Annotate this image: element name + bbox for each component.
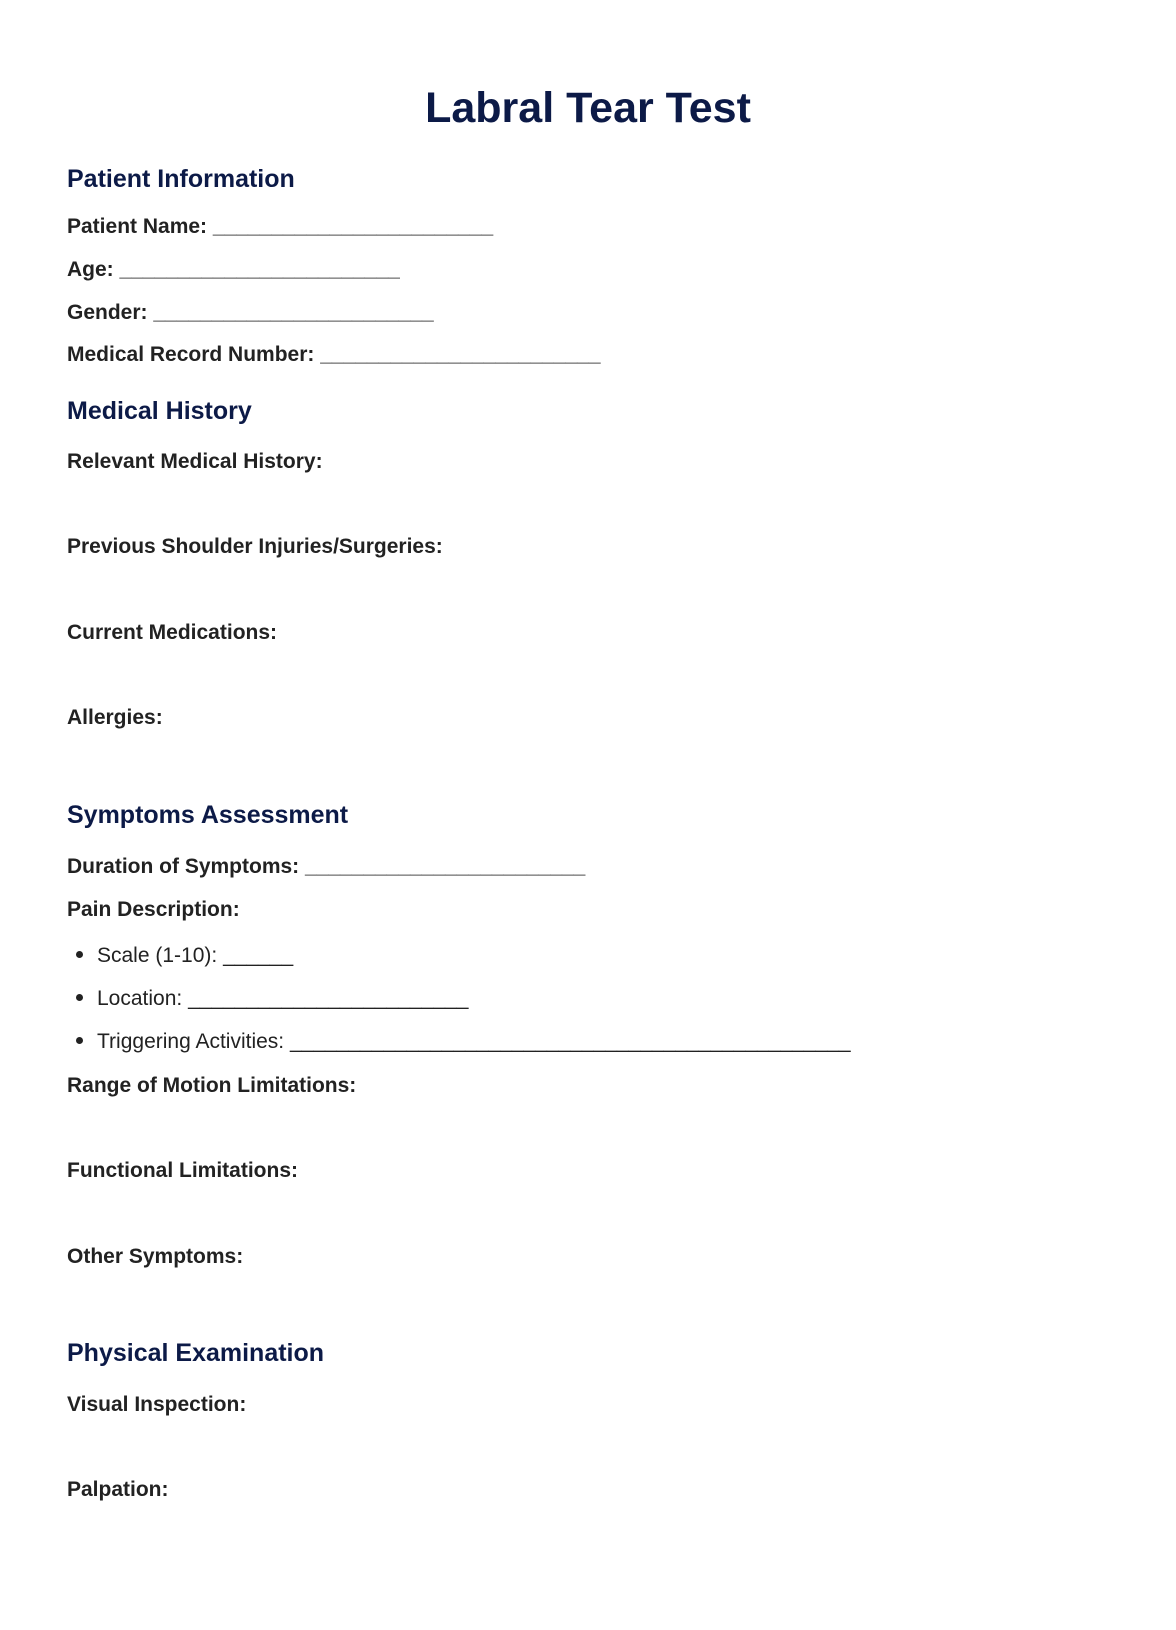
range-of-motion-label: Range of Motion Limitations: [67,1074,357,1097]
age-field [67,256,400,284]
visual-inspection-label: Visual Inspection: [67,1393,247,1416]
relevant-medical-history-label: Relevant Medical History: [67,450,323,473]
patient-name-blank[interactable]: ________________________ [212,215,494,238]
section-heading-patient-information: Patient Information [67,165,295,193]
duration-of-symptoms-blank[interactable]: ________________________ [305,855,586,878]
patient-name-field [67,213,493,241]
previous-shoulder-injuries-label: Previous Shoulder Injuries/Surgeries: [67,535,443,558]
pain-item-location [76,985,468,1013]
pain-item-triggering-activities [76,1028,851,1056]
other-symptoms-label: Other Symptoms: [67,1245,244,1268]
duration-of-symptoms-label: Duration of Symptoms: [67,855,300,878]
pain-item-blank[interactable]: ________________________________________________ [289,1030,851,1053]
gender-label: Gender: [67,301,148,324]
bullet-icon [76,1037,83,1044]
section-heading-symptoms-assessment: Symptoms Assessment [67,801,349,829]
medical-record-number-label: Medical Record Number: [67,343,315,366]
pain-description-label: Pain Description: [67,898,240,921]
allergies-label: Allergies: [67,706,163,729]
gender-blank[interactable]: ________________________ [153,301,434,324]
age-label: Age: [67,258,114,281]
palpation-label: Palpation: [67,1478,169,1501]
medical-record-number-blank[interactable]: ________________________ [320,343,601,366]
pain-item-label: Triggering Activities: [97,1030,285,1053]
pain-item-scale [76,942,293,970]
document-title: Labral Tear Test [425,84,751,132]
age-blank[interactable]: ________________________ [119,258,400,281]
pain-item-blank[interactable]: ______ [223,944,294,967]
patient-name-label: Patient Name: [67,215,208,238]
pain-item-label: Scale (1-10): [97,944,218,967]
section-heading-medical-history: Medical History [67,397,252,425]
current-medications-label: Current Medications: [67,621,278,644]
pain-item-blank[interactable]: ________________________ [188,987,469,1010]
duration-of-symptoms-field [67,853,585,881]
bullet-icon [76,951,83,958]
bullet-icon [76,994,83,1001]
pain-item-label: Location: [97,987,183,1010]
medical-record-number-field [67,341,601,369]
section-heading-physical-examination: Physical Examination [67,1339,325,1367]
functional-limitations-label: Functional Limitations: [67,1159,298,1182]
gender-field [67,299,434,327]
